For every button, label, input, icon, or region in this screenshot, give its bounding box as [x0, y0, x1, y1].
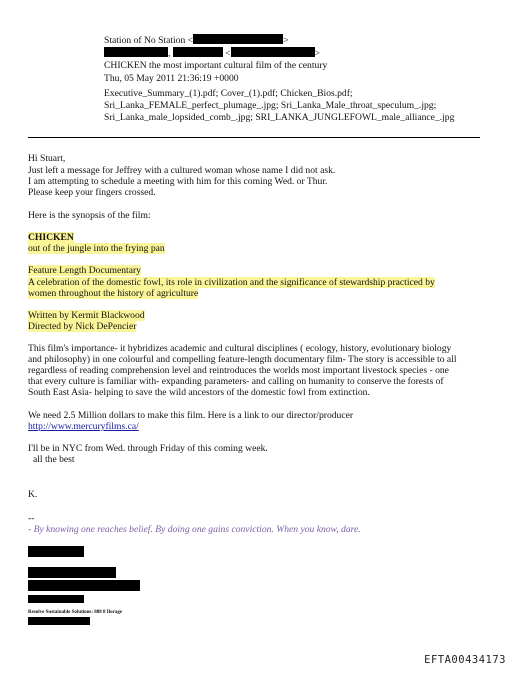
- attachments-line-1[interactable]: Executive_Summary_(1).pdf; Cover_(1).pdf; Chicken_Bios.pdf;: [104, 88, 353, 99]
- redacted-to-3: [231, 47, 315, 57]
- synopsis-intro: Here is the synopsis of the film:: [28, 210, 151, 221]
- redacted-to-2: [173, 47, 223, 57]
- description-line-1: A celebration of the domestic fowl, its role in civilization and the significance of stewardship practiced by: [28, 277, 435, 288]
- importance-line-2: and philosophy) in one colourful and compelling feature-length documentary film- The story is accessible to all: [28, 354, 457, 365]
- attachments-line-3[interactable]: Sri_Lanka_male_lopsided_comb_.jpg; SRI_LANKA_JUNGLEFOWL_male_alliance_.jpg: [104, 112, 455, 123]
- signature-quote: - By knowing one reaches belief. By doing one gains conviction. When you know, dare.: [28, 524, 361, 535]
- redacted-sig-2: [28, 567, 116, 578]
- from-name: Station of No Station <: [104, 35, 194, 46]
- description-line-1-wrap: [28, 277, 435, 288]
- from-value: [104, 34, 289, 46]
- film-title: CHICKEN: [28, 232, 74, 243]
- directed-by: Directed by Nick DePencier: [28, 321, 137, 332]
- film-title-line: [28, 232, 74, 243]
- importance-line-5: South East Asia- helping to save the wild ancestors of the domestic fowl from extinction.: [28, 387, 370, 398]
- redacted-sig-4: [28, 595, 84, 603]
- date-value: Thu, 05 May 2011 21:36:19 +0000: [104, 73, 239, 84]
- redacted-from-email: [193, 34, 283, 44]
- redacted-sig-3: [28, 580, 140, 591]
- intro-line-1: Just left a message for Jeffrey with a cultured woman whose name I did not ask.: [28, 165, 336, 176]
- closing-text: all the best: [33, 454, 75, 465]
- importance-line-1: This film's importance- it hybridizes academic and cultural disciplines ( ecology, history, evolutionary biology: [28, 343, 452, 354]
- nyc-text: I'll be in NYC from Wed. through Friday of this coming week.: [28, 443, 268, 454]
- written-by-line: [28, 310, 145, 321]
- signature-separator: --: [28, 513, 35, 524]
- importance-line-3: regardless of reading comprehension level and reintroduces the worlds most important livestock species - one: [28, 365, 449, 376]
- film-tagline-line: [28, 243, 165, 254]
- film-format-line: [28, 265, 141, 276]
- director-link-line: [28, 421, 139, 432]
- director-link[interactable]: http://www.mercuryfilms.ca/: [28, 421, 139, 432]
- funding-text: We need 2.5 Million dollars to make this film. Here is a link to our director/producer: [28, 410, 354, 421]
- subject-value: CHICKEN the most important cultural film of the century: [104, 60, 328, 71]
- from-suffix: >: [283, 35, 289, 46]
- to-value: , < >: [104, 47, 320, 59]
- directed-by-line: [28, 321, 136, 332]
- intro-line-3: Please keep your fingers crossed.: [28, 187, 156, 198]
- attachments-line-2[interactable]: Sri_Lanka_FEMALE_perfect_plumage_.jpg; Sri_Lanka_Male_throat_speculum_.jpg;: [104, 100, 437, 111]
- written-by: Written by Kermit Blackwood: [28, 310, 145, 321]
- film-format: Feature Length Documentary: [28, 265, 141, 276]
- greeting: Hi Stuart,: [28, 153, 66, 164]
- redacted-sig-1: [28, 546, 84, 557]
- description-line-2: women throughout the history of agriculture: [28, 288, 199, 299]
- document-id: EFTA00434173: [424, 654, 506, 666]
- description-line-2-wrap: [28, 288, 198, 299]
- importance-line-4: that every culture is familiar with- expanding parameters- and calling on humanity to conserve the forests of: [28, 376, 444, 387]
- header-divider: [28, 137, 480, 138]
- redacted-sig-5: [28, 617, 90, 625]
- film-tagline: out of the jungle into the frying pan: [28, 243, 165, 254]
- intro-line-2: I am attempting to schedule a meeting with him for this coming Wed. or Thur.: [28, 176, 328, 187]
- redacted-to-1: [104, 47, 168, 57]
- footer-small-text: Resolve Sustainable Solutions: 888 8 Ilorage: [28, 610, 123, 615]
- sender-initial: K.: [28, 489, 38, 500]
